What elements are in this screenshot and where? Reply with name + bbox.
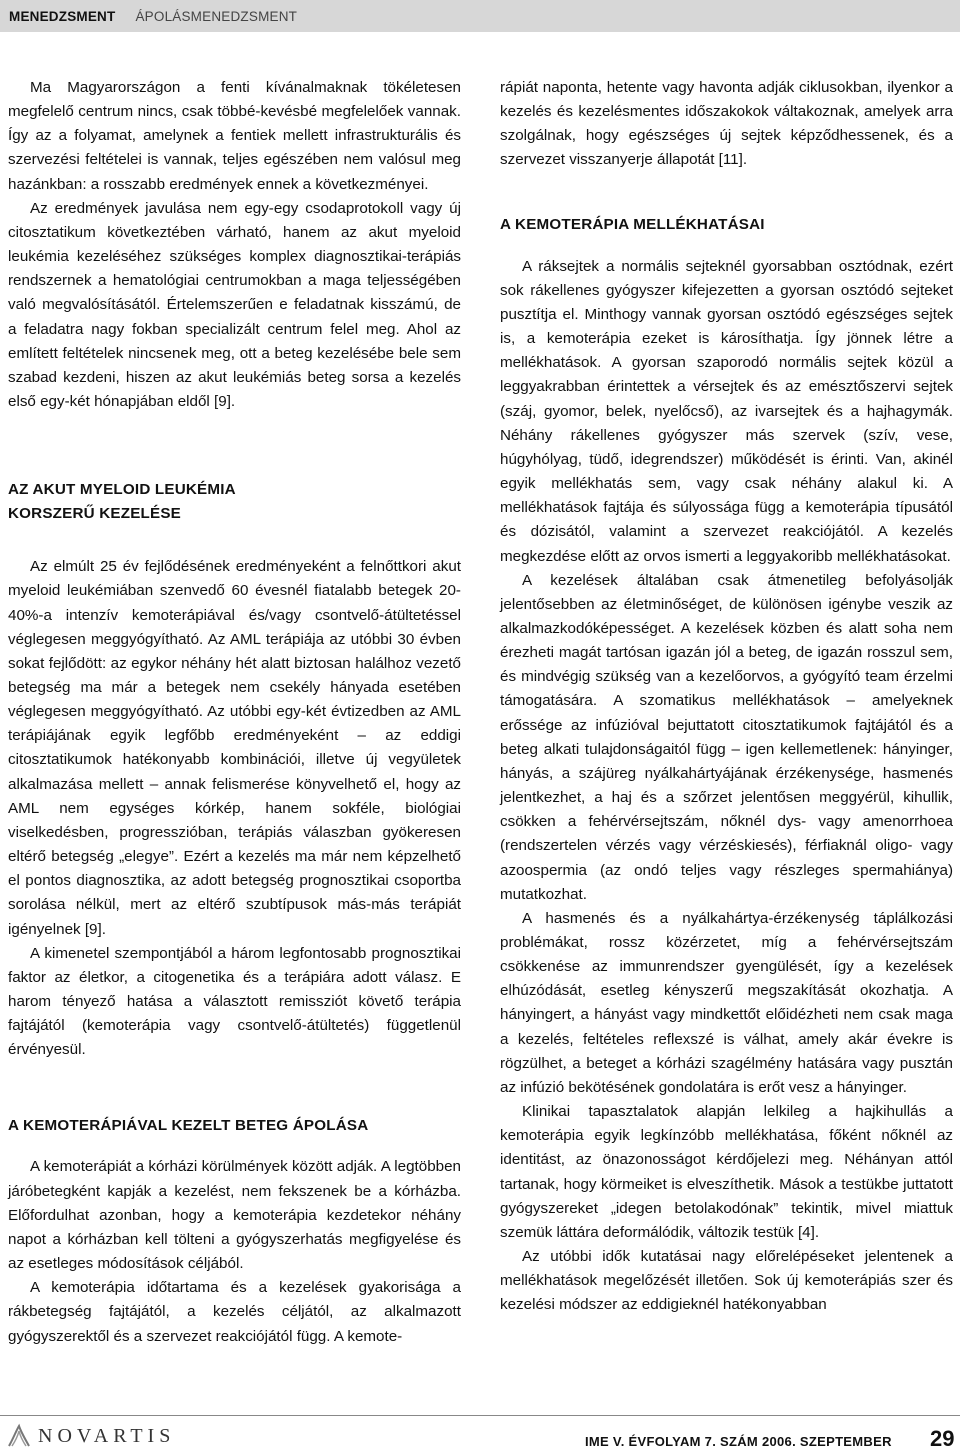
heading-line: KORSZERŰ KEZELÉSE xyxy=(8,505,182,523)
section-heading: A KEMOTERÁPIA MELLÉKHATÁSAI xyxy=(500,215,765,233)
header-bar xyxy=(0,0,960,32)
logo-wordmark: NOVARTIS xyxy=(38,1424,176,1447)
left-column xyxy=(8,76,461,1349)
section-heading: A KEMOTERÁPIÁVAL KEZELT BETEG ÁPOLÁSA xyxy=(8,1117,369,1135)
issue-info: IME V. ÉVFOLYAM 7. SZÁM 2006. SZEPTEMBER xyxy=(585,1434,892,1449)
footer-divider xyxy=(0,1415,960,1416)
page-number: 29 xyxy=(930,1426,955,1451)
paragraph: A kemoterápiát a kórházi körülmények között adják. A legtöbben járóbetegként kapják a kezelést, nem fekszenek be a kórházba. Előfordulhat azonban, hogy a kemoterápia kezdetekor néhány napot a kórházban kell tölteni a gyógyszerhatás megfigyelése és az esetleges módosítások céljából. xyxy=(8,1158,461,1273)
logo-mark-icon xyxy=(6,1423,32,1449)
paragraph: Az eredmények javulása nem egy-egy csodaprotokoll vagy új citosztatikum következtében várható, hanem az akut myeloid leukémia kezeléséhez szükséges komplex diagnosztikai-terápiás rendszernek a hematológiai centrumokban a maga teljességében való megvalósításától. Értelemszerűen e feladatnak kisszámú, de a feladatra nagy fokban specializált centrum felel meg. Ahol az említett feltételek nincsenek meg, ott a beteg kezelésébe bele sem szabad kezdeni, hiszen az akut leukémiás beteg sorsa a kezelés első egy-két hónapjában eldől [9]. xyxy=(8,199,461,411)
paragraph: A kezelések általában csak átmenetileg befolyásolják jelentősebben az életminőséget, de különösen igénybe veszik az alkalmazkodóképességet. A kezelések közben és alatt soha nem érezheti magát tartósan igazán jól a beteg, de igazán rosszul sem, és mindvégig szükség van a kezelőorvos, a gyógyító team érzelmi támogatására. A szomatikus mellékhatások – amelyeknek erőssége az infúzióval bejuttatott citosztatikumok fajtájától és a beteg alkati tulajdonságaitól függ – igen kellemetlenek: hányinger, hányás, a szájüreg nyálkahártyájának érzékenysége, hasmenés jelentkezhet, a haj és a szőrzet jelentősen meggyérül, kihullik, csökken a fehérvérsejtszám, nőknél dys- vagy amenorrhoea (rendszertelen vérzés vagy vérzéskiesés), férfiaknál oligo- vagy azoospermia (az ondó teljes vagy részleges spermahiánya) mutatkozhat. xyxy=(500,571,953,903)
right-column xyxy=(500,76,953,1318)
subsection-label: ÁPOLÁSMENEDZSMENT xyxy=(135,8,298,24)
paragraph: A ráksejtek a normális sejteknél gyorsabban osztódnak, ezért sok rákellenes gyógyszer kifejezetten a gyorsan osztódó sejteket pusztítja el. Minthogy vannak gyorsan osztódó egészséges sejtek is, a kemoterápia ezeket is károsíthatja. Így jönnek létre a mellékhatások. A gyorsan szaporodó normális sejtek közül a leggyakrabban érintettek a vérsejtek és az emésztőszervi sejtek (száj, gyomor, belek, nyelőcső), az ivarsejtek és a hajhagymák. Néhány rákellenes gyógyszer más szervek (szív, vese, húgyhólyag, tüdő, idegrendszer) működését is érinti. Van, akinél egyik mellékhatás sem, vagy csak néhány alakul ki. A mellékhatások fajtája és súlyossága függ a kemoterápia típusától és dózisától, valamint a szervezet reakciójától. A kezelés megkezdése előtt az orvos ismerti a leggyakoribb mellékhatásokat. xyxy=(500,257,953,565)
paragraph: Klinikai tapasztalatok alapján lelkileg a hajkihullás a kemoterápia egyik legkínzóbb mellékhatása, főként nőknél az identitást, az önazonosságot kérdőjelezi meg. Néhányan attól tartanak, hogy körmeiket is elveszíthetik. Mások a testükbe juttatott gyógyszereket „idegen betolakodónak” tekintik, mivel miattuk szemük láttára deformálódik, változik testük [4]. xyxy=(500,1103,953,1241)
paragraph: A hasmenés és a nyálkahártya-érzékenység táplálkozási problémákat, rossz közérzetet, míg a fehérvérsejtszám csökkenése az immunrendszer gyengülését, így a kezelések elhúzódását, esetleg kényszerű megszakítását okozhatja. A hányingert, a hányást vagy mindkettőt előidézheti nem csak maga a kezelés, feltételes reflexszé is válhat, amely akár évekre is rögzülhet, a beteget a kórházi szagélmény hatására vagy pusztán az infúzió bekötésének gondolatára is erőt vesz a hányinger. xyxy=(500,909,953,1096)
paragraph: A kemoterápia időtartama és a kezelések gyakorisága a rákbetegség fajtájától, a kezelés céljától, az alkalmazott gyógyszerektől és a szervezet reakciójától függ. A kemote- xyxy=(8,1279,461,1345)
novartis-logo xyxy=(6,1422,175,1450)
paragraph: Ma Magyarországon a fenti kívánalmaknak tökéletesen megfelelő centrum nincs, csak többé-kevésbé megfelelőek vannak. Így az a folyamat, amelynek a fentiek mellett infrastrukturális és szervezési feltételei is vannak, teljes egészében nem valósul meg hazánkban: a rosszabb eredmények ennek a következményei. xyxy=(8,79,461,193)
paragraph: Az elmúlt 25 év fejlődésének eredményeként a felnőttkori akut myeloid leukémiában szenvedő 60 évesnél fiatalabb betegek 20-40%-a intenzív kemoterápiával és/vagy csontvelő-átültetéssel véglegesen meggyógyítható. Az AML terápiája az utóbbi 30 évben sokat fejlődött: az egykor néhány hét alatt biztosan halálhoz vezető betegség ma már a betegek nem csekély hányada esetében véglegesen meggyógyítható. Az utóbbi egy-két évtizedben az AML terápiájának egyik legfőbb eredményeként – az eddigi citosztatikumok hatékonyabb kombinációi, illetve új vegyületek alkalmazása mellett – annak felismerése könyvelhető el, hogy az AML nem egységes kórkép, hanem sokféle, biológiai viselkedésben, progresszióban, terápiás válaszban gyökeresen eltérő betegség „elegye”. Ezért a kezelés ma már nem képzelhető el pontos diagnosztika, az adott betegség prognosztikai csoportba sorolása nélkül, mert az eltérő szubtípusok más-más terápiát igényelnek [9]. xyxy=(8,558,461,938)
paragraph: A kimenetel szempontjából a három legfontosabb prognosztikai faktor az életkor, a citogenetika és a terápiára adott válasz. E harom tényező hatása a választott remissziót követő terápia fajtájától (kemoterápia vagy csontvelő-átültetés) függetlenül érvényesül. xyxy=(8,944,461,1059)
paragraph: rápiát naponta, hetente vagy havonta adják ciklusokban, ilyenkor a kezelés és kezelésmentes időszakokok váltakoznak, amelyek arra szolgálnak, hogy egészséges új sejtek képződhessenek, és a szervezet visszanyerje állapotát [11]. xyxy=(500,79,953,169)
section-label: MENEDZSMENT xyxy=(9,8,116,24)
paragraph: Az utóbbi idők kutatásai nagy előrelépéseket jelentenek a mellékhatások megelőzését illetően. Sok új kemoterápiás szer és kezelési módszer az eddigieknél hatékonyabban xyxy=(500,1248,953,1314)
section-heading xyxy=(8,478,461,526)
heading-line: AZ AKUT MYELOID LEUKÉMIA xyxy=(8,481,236,499)
